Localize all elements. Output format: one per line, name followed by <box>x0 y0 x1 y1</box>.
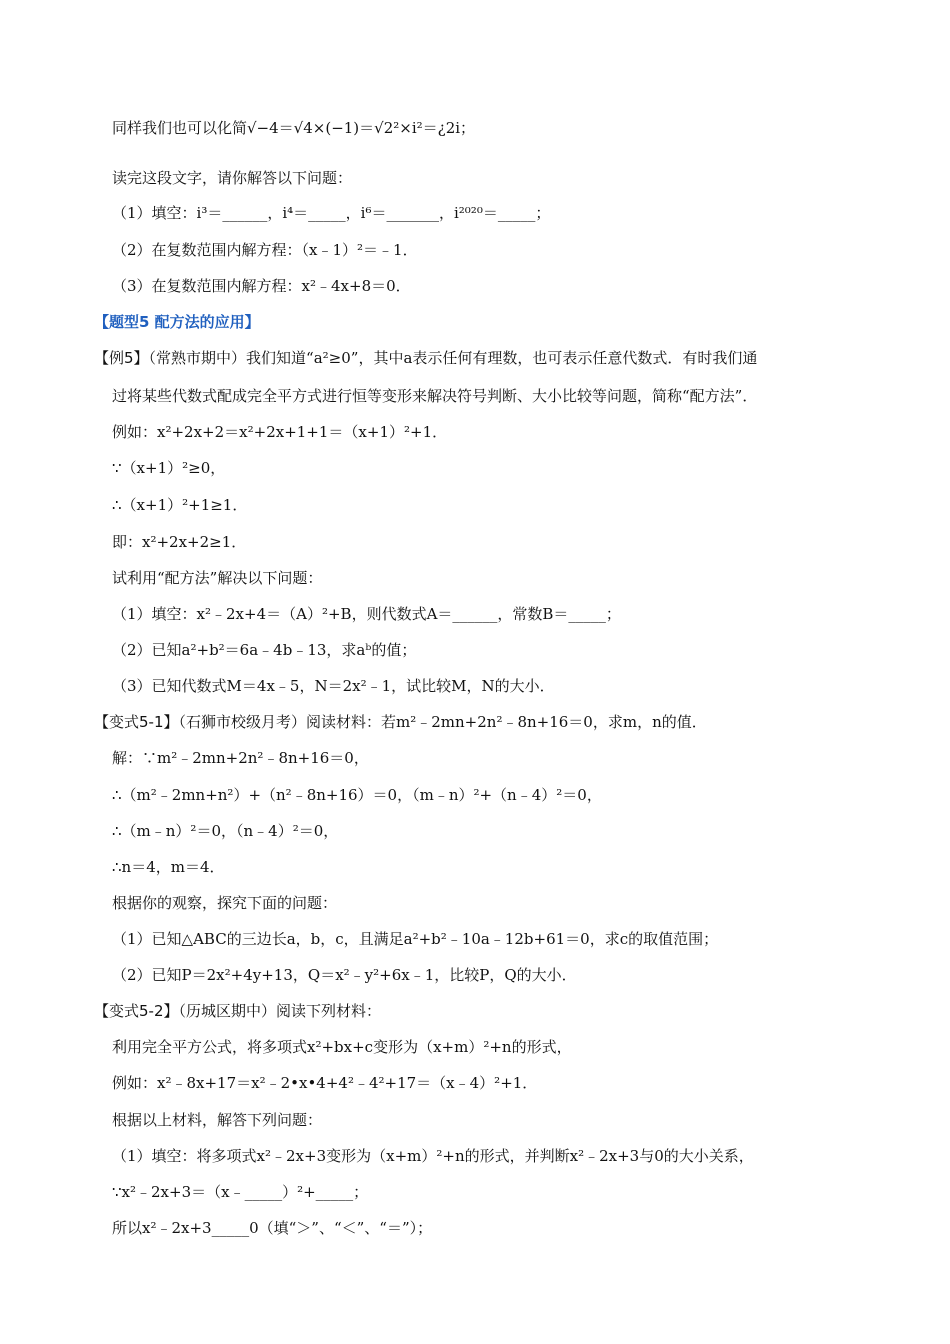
question-1: （1）填空：i³＝______，i⁴＝_____，i⁶＝_______，i²⁰²⁰＝_____； <box>112 204 551 222</box>
example-5-tag: 【例5】 <box>94 349 149 367</box>
variant-5-1-line-7: （1）已知△ABC的三边长a，b，c，且满足a²+b²﹣10a﹣12b+61＝0，求c的取值范围； <box>112 930 719 948</box>
variant-5-1-line-2: 解：∵m²﹣2mn+2n²﹣8n+16＝0， <box>112 749 369 767</box>
example-5-text: （常熟市期中）我们知道“a²≥0”，其中a表示任何有理数，也可表示任意代数式．有时我们通 <box>148 349 758 367</box>
question-2: （2）在复数范围内解方程：（x﹣1）²＝﹣1． <box>112 241 418 259</box>
variant-5-2-line-5: （1）填空：将多项式x²﹣2x+3变形为（x+m）²+n的形式，并判断x²﹣2x+3与0的大小关系， <box>112 1147 754 1165</box>
variant-5-2-line-1 <box>94 1001 381 1021</box>
example-5-line-8: （1）填空：x²﹣2x+4＝（A）²+B，则代数式A＝______，常数B＝_____； <box>112 605 621 623</box>
variant-5-1-line-6: 根据你的观察，探究下面的问题： <box>112 894 338 912</box>
question-3: （3）在复数范围内解方程：x²﹣4x+8＝0． <box>112 277 411 295</box>
variant-5-2-tag: 【变式5-2】 <box>94 1002 179 1020</box>
variant-5-1-text: （石狮市校级月考）阅读材料：若m²﹣2mn+2n²﹣8n+16＝0，求m，n的值． <box>178 713 707 731</box>
variant-5-2-line-3: 例如：x²﹣8x+17＝x²﹣2•x•4+4²﹣4²+17＝（x﹣4）²+1． <box>112 1074 538 1092</box>
section-heading: 【题型5 配方法的应用】 <box>94 313 260 331</box>
example-5-line-7: 试利用“配方法”解决以下问题： <box>112 569 323 587</box>
example-5-line-3: 例如：x²+2x+2＝x²+2x+1+1＝（x+1）²+1． <box>112 423 448 441</box>
variant-5-1-tag: 【变式5-1】 <box>94 713 179 731</box>
example-5-line-2: 过将某些代数式配成完全平方式进行恒等变形来解决符号判断、大小比较等问题，简称“配方法”． <box>112 387 758 405</box>
example-5-line-1 <box>94 348 757 368</box>
variant-5-1-line-1 <box>94 712 707 732</box>
variant-5-2-line-2: 利用完全平方公式，将多项式x²+bx+c变形为（x+m）²+n的形式， <box>112 1038 572 1056</box>
example-5-line-5: ∴（x+1）²+1≥1． <box>112 496 248 514</box>
variant-5-1-line-5: ∴n＝4，m＝4． <box>112 858 225 876</box>
example-5-line-6: 即：x²+2x+2≥1． <box>112 533 247 551</box>
variant-5-2-line-4: 根据以上材料，解答下列问题： <box>112 1111 323 1129</box>
variant-5-1-line-8: （2）已知P＝2x²+4y+13，Q＝x²﹣y²+6x﹣1，比较P，Q的大小． <box>112 966 577 984</box>
intro-simplify-line: 同样我们也可以化简√−4＝√4×(−1)＝√2²×i²＝¿2i； <box>112 119 476 137</box>
variant-5-1-line-3: ∴（m²﹣2mn+n²）+（n²﹣8n+16）＝0，（m﹣n）²+（n﹣4）²＝0， <box>112 786 602 804</box>
example-5-line-10: （3）已知代数式M＝4x﹣5，N＝2x²﹣1，试比较M，N的大小． <box>112 677 555 695</box>
variant-5-1-line-4: ∴（m﹣n）²＝0，（n﹣4）²＝0， <box>112 822 339 840</box>
variant-5-2-text: （历城区期中）阅读下列材料： <box>178 1002 382 1020</box>
read-prompt: 读完这段文字，请你解答以下问题： <box>112 169 353 187</box>
example-5-line-9: （2）已知a²+b²＝6a﹣4b﹣13，求aᵇ的值； <box>112 641 417 659</box>
variant-5-2-line-6: ∵x²﹣2x+3＝（x﹣_____）²+_____； <box>112 1183 369 1201</box>
example-5-line-4: ∵（x+1）²≥0， <box>112 459 226 477</box>
variant-5-2-line-7: 所以x²﹣2x+3_____0（填“＞”、“＜”、“＝”）； <box>112 1219 433 1237</box>
